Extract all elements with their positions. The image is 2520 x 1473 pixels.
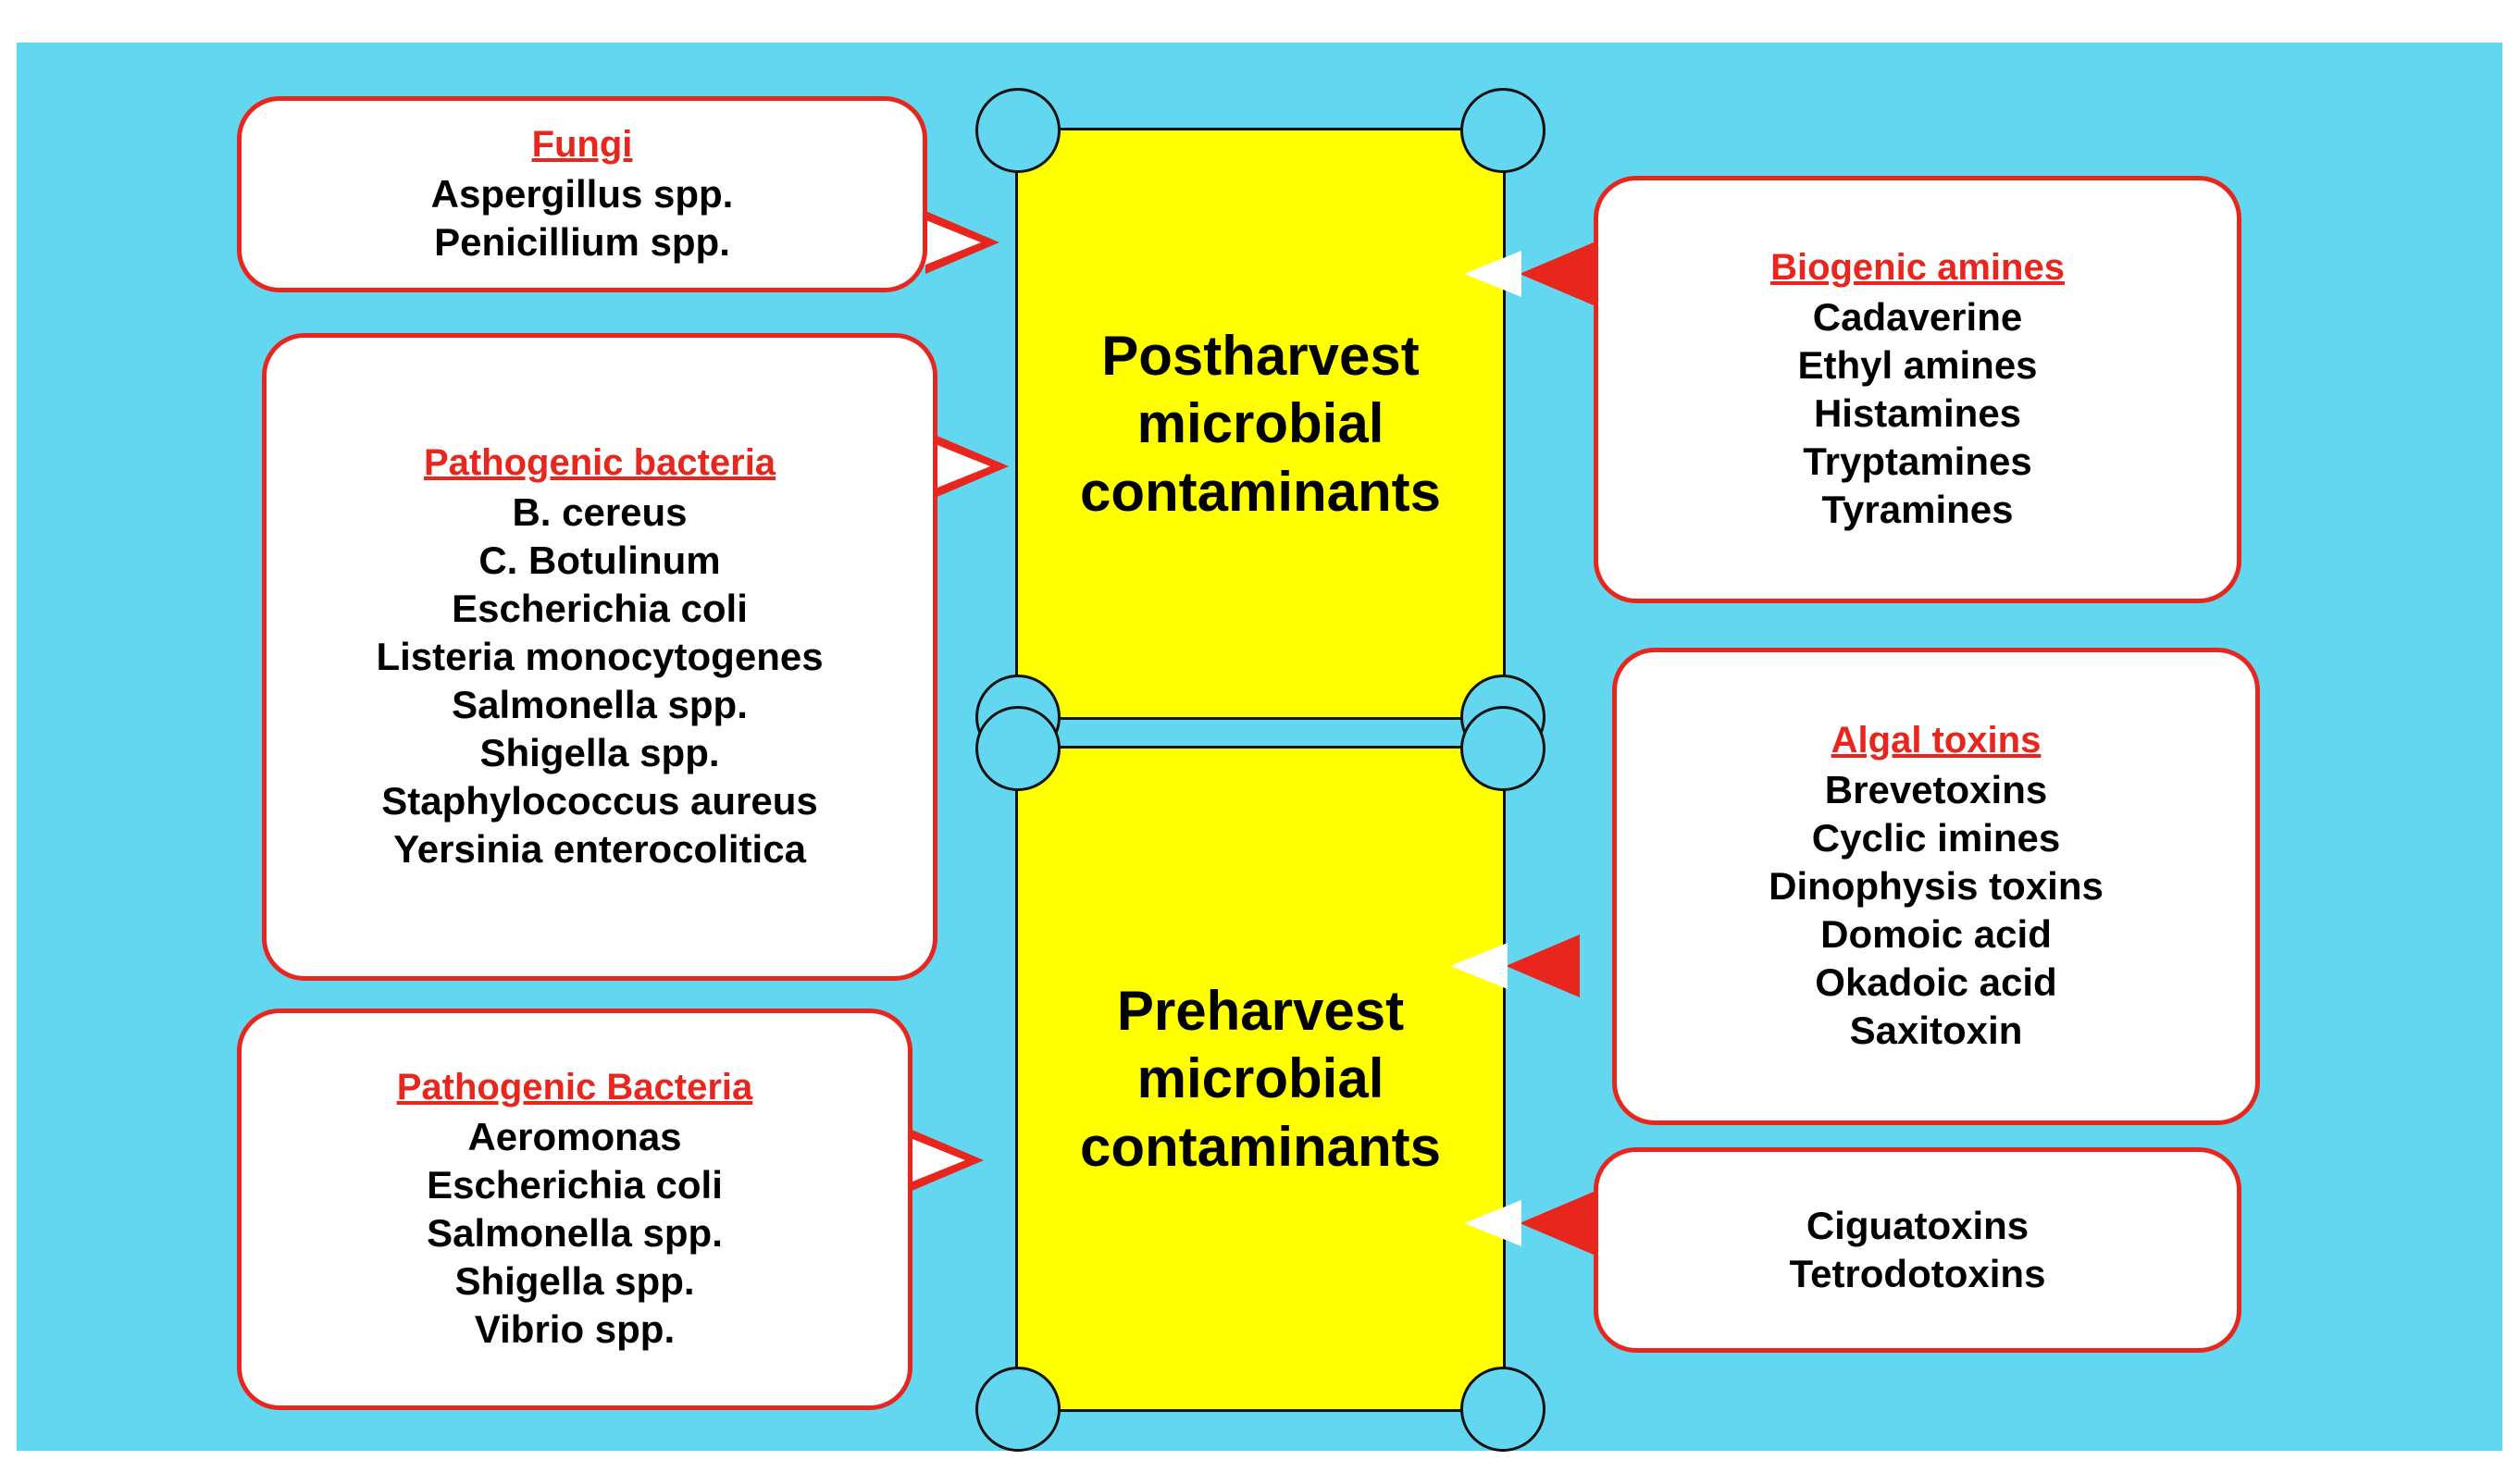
- node-postharvest-label: Postharvest microbial contaminants: [1079, 325, 1442, 523]
- callout-fungi-title: Fungi: [531, 123, 633, 165]
- callout-pathogenic-bacteria-pre-item: Salmonella spp.: [427, 1210, 723, 1255]
- callout-pathogenic-bacteria-pre-item: Shigella spp.: [454, 1259, 695, 1304]
- callout-algal-toxins-item: Dinophysis toxins: [1769, 863, 2104, 908]
- callout-algal-toxins-item: Brevetoxins: [1824, 767, 2048, 811]
- callout-pathogenic-bacteria-post-item: Listeria monocytogenes: [376, 634, 824, 678]
- callout-pathogenic-bacteria-pre-item: Escherichia coli: [427, 1162, 723, 1207]
- callout-biogenic-amines-item: Histamines: [1813, 390, 2022, 435]
- node-corner-notch: [1460, 1367, 1546, 1452]
- callout-other-toxins: [1594, 1147, 2241, 1353]
- node-preharvest: [1015, 746, 1506, 1412]
- callout-biogenic-amines-item: Tryptamines: [1803, 439, 2032, 484]
- callout-biogenic-amines-item: Ethyl amines: [1797, 342, 2038, 387]
- node-preharvest-label: Preharvest microbial contaminants: [1079, 980, 1442, 1178]
- callout-fungi: [237, 96, 927, 292]
- callout-pathogenic-bacteria-post-item: Yersinia enterocolitica: [393, 827, 806, 872]
- node-corner-notch: [1460, 706, 1546, 791]
- callout-pathogenic-bacteria-post-item: B. cereus: [512, 489, 688, 534]
- callout-algal-toxins-item: Saxitoxin: [1849, 1009, 2023, 1053]
- node-corner-notch: [975, 88, 1061, 173]
- callout-pathogenic-bacteria-post: [262, 333, 937, 981]
- callout-algal-toxins-item: Okadoic acid: [1815, 960, 2057, 1005]
- callout-other-toxins-item: Ciguatoxins: [1806, 1203, 2030, 1247]
- node-corner-notch: [975, 706, 1061, 791]
- callout-pathogenic-bacteria-pre-item: Aeromonas: [467, 1114, 682, 1158]
- callout-biogenic-amines: [1594, 176, 2241, 603]
- callout-biogenic-amines-item: Tyramines: [1821, 488, 2014, 532]
- callout-pathogenic-bacteria-post-item: Staphylococcus aureus: [381, 779, 818, 823]
- callout-pathogenic-bacteria-post-item: Shigella spp.: [479, 731, 720, 775]
- callout-algal-toxins: [1612, 648, 2260, 1125]
- callout-pathogenic-bacteria-post-item: C. Botulinum: [478, 538, 721, 582]
- node-postharvest: [1015, 128, 1506, 720]
- callout-biogenic-amines-title: Biogenic amines: [1770, 246, 2065, 288]
- callout-pathogenic-bacteria-pre-title: Pathogenic Bacteria: [396, 1066, 753, 1108]
- callout-algal-toxins-title: Algal toxins: [1831, 719, 2042, 761]
- callout-algal-toxins-item: Domoic acid: [1820, 912, 2052, 956]
- callout-pathogenic-bacteria-pre-item: Vibrio spp.: [474, 1307, 676, 1352]
- callout-fungi-item: Aspergillus spp.: [430, 171, 734, 216]
- node-corner-notch: [1460, 88, 1546, 173]
- callout-pathogenic-bacteria-post-title: Pathogenic bacteria: [423, 441, 776, 483]
- callout-pathogenic-bacteria-pre: [237, 1009, 912, 1410]
- callout-other-toxins-item: Tetrodotoxins: [1789, 1252, 2046, 1295]
- callout-biogenic-amines-item: Cadaverine: [1812, 294, 2023, 339]
- callout-pathogenic-bacteria-post-item: Escherichia coli: [452, 586, 748, 630]
- callout-algal-toxins-item: Cyclic imines: [1811, 815, 2061, 860]
- node-corner-notch: [975, 1367, 1061, 1452]
- callout-pathogenic-bacteria-post-item: Salmonella spp.: [452, 683, 748, 726]
- callout-fungi-item: Penicillium spp.: [434, 220, 730, 264]
